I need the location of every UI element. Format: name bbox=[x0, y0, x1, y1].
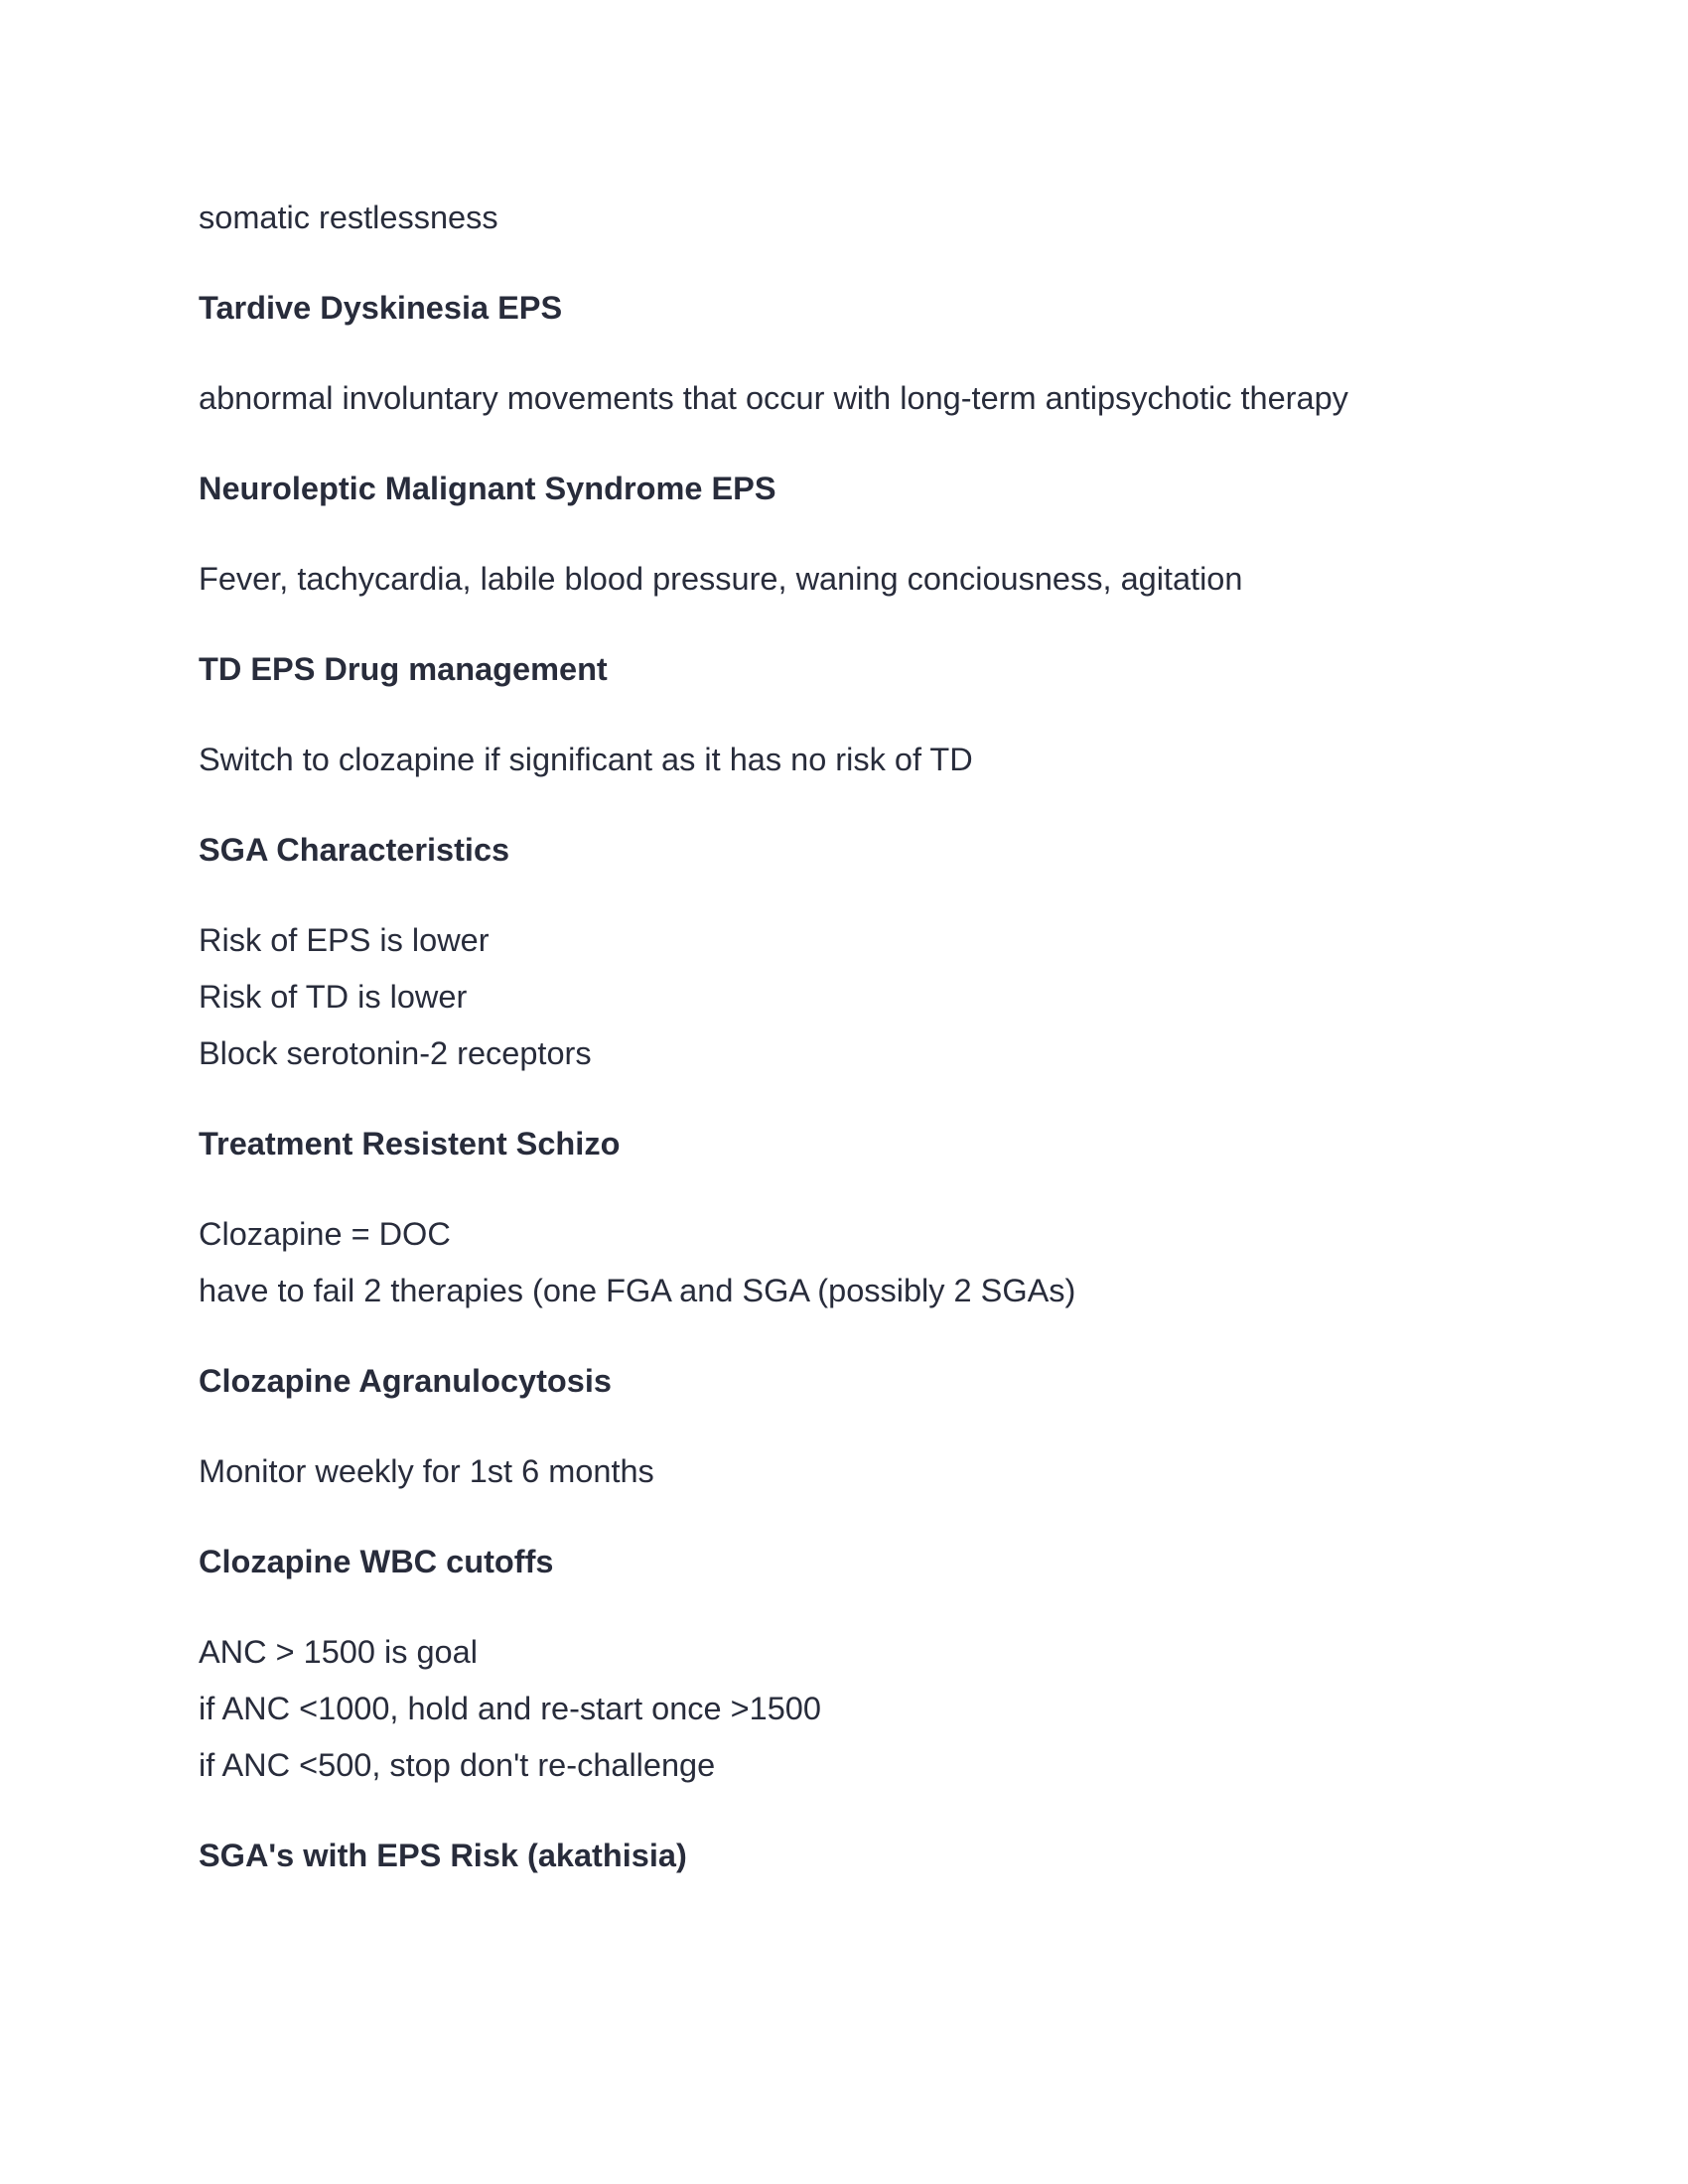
definition-text: Clozapine = DOC bbox=[199, 1216, 451, 1252]
term-heading: Neuroleptic Malignant Syndrome EPS bbox=[199, 471, 776, 506]
definition-text: Fever, tachycardia, labile blood pressure, waning conciousness, agitation bbox=[199, 561, 1243, 597]
definition-text: somatic restlessness bbox=[199, 200, 498, 235]
term-heading: SGA Characteristics bbox=[199, 832, 510, 868]
definition-text: if ANC <500, stop don't re-challenge bbox=[199, 1747, 716, 1783]
term-heading: TD EPS Drug management bbox=[199, 651, 608, 687]
term-heading: SGA's with EPS Risk (akathisia) bbox=[199, 1838, 687, 1873]
term-heading: Tardive Dyskinesia EPS bbox=[199, 290, 563, 326]
definition-text: have to fail 2 therapies (one FGA and SGA (possibly 2 SGAs) bbox=[199, 1273, 1076, 1308]
term-heading: Clozapine Agranulocytosis bbox=[199, 1363, 612, 1399]
definition-text: abnormal involuntary movements that occur with long-term antipsychotic therapy bbox=[199, 380, 1348, 416]
definition-text: Monitor weekly for 1st 6 months bbox=[199, 1453, 654, 1489]
term-heading: Treatment Resistent Schizo bbox=[199, 1126, 621, 1161]
definition-text: Risk of EPS is lower bbox=[199, 922, 490, 958]
definition-text: ANC > 1500 is goal bbox=[199, 1634, 478, 1670]
definition-text: if ANC <1000, hold and re-start once >1500 bbox=[199, 1691, 821, 1726]
definition-text: Block serotonin-2 receptors bbox=[199, 1035, 592, 1071]
term-heading: Clozapine WBC cutoffs bbox=[199, 1544, 554, 1579]
definition-text: Risk of TD is lower bbox=[199, 979, 468, 1015]
definition-text: Switch to clozapine if significant as it has no risk of TD bbox=[199, 742, 973, 777]
